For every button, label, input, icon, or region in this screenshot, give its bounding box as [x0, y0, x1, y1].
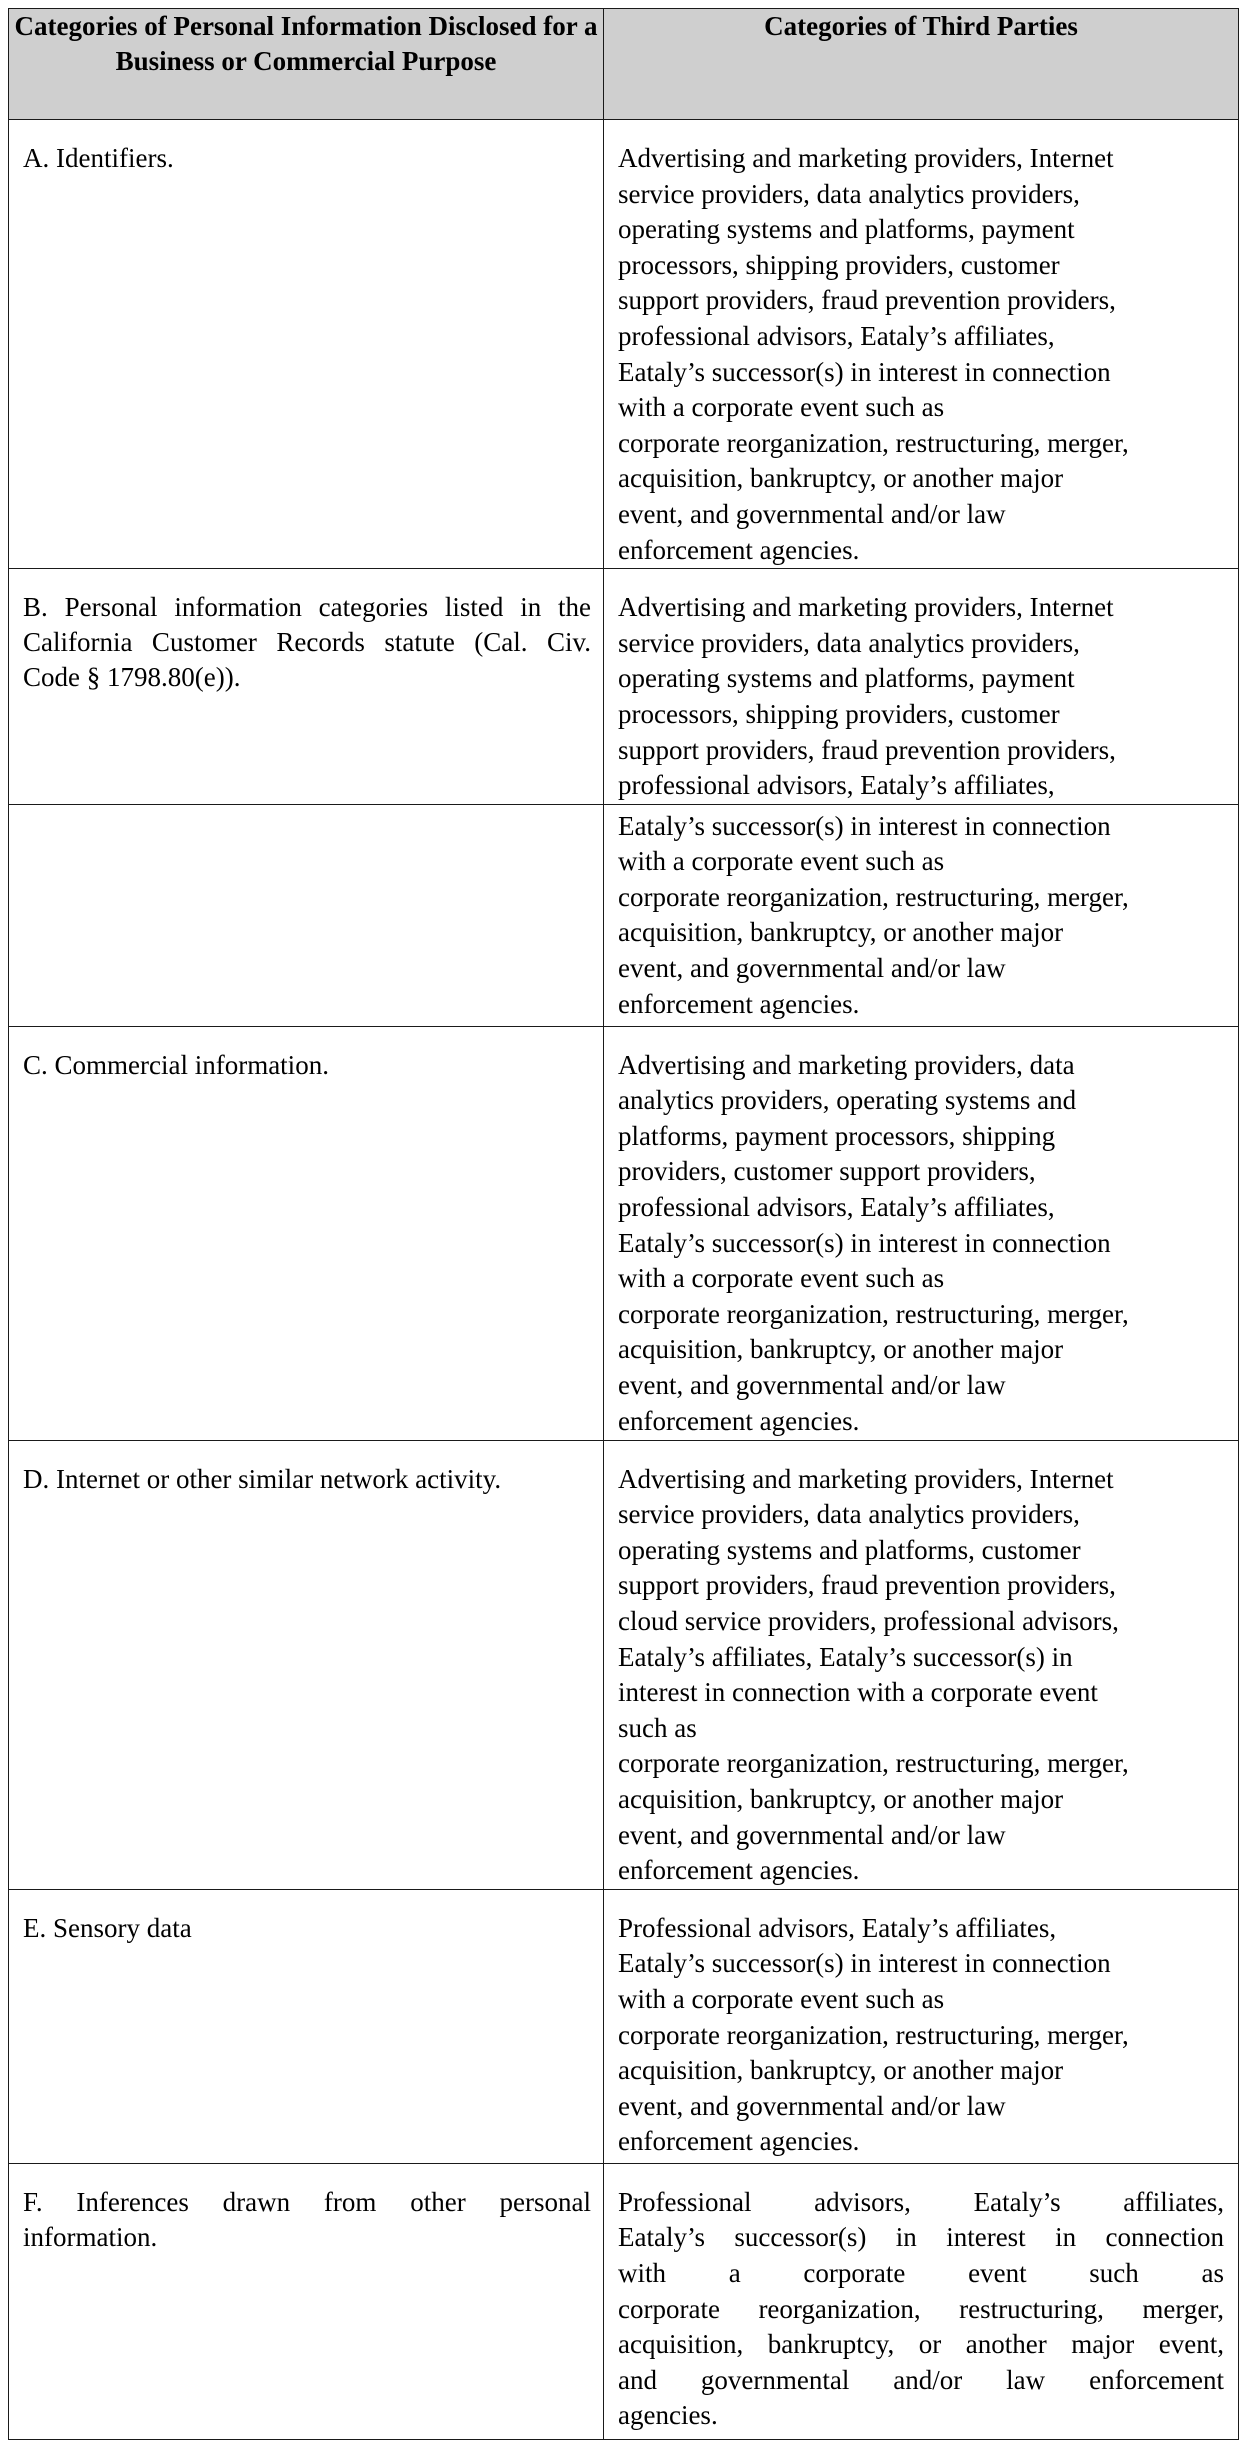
third-parties-line: acquisition, bankruptcy, or another major	[618, 463, 1064, 494]
table-row	[9, 804, 1239, 1026]
third-parties-line: support providers, fraud prevention providers,	[618, 1570, 1116, 1601]
third-parties-line: Eataly’s successor(s) in interest in connection	[618, 810, 1111, 841]
third-parties-cell	[604, 804, 1239, 1026]
third-parties-line: professional advisors, Eataly’s affiliates,	[618, 320, 1055, 351]
third-parties-line: enforcement agencies.	[618, 1855, 860, 1886]
third-parties-line: event, and governmental and/or law	[618, 2090, 1006, 2121]
third-parties-line: operating systems and platforms, payment	[618, 663, 1075, 694]
third-parties-line: corporate reorganization, restructuring, merger,	[618, 2019, 1129, 2050]
third-parties-line: agencies.	[618, 2400, 718, 2431]
third-parties-line: Advertising and marketing providers, Internet	[618, 143, 1114, 173]
third-parties-line: corporate reorganization, restructuring, merger,	[618, 2293, 1224, 2324]
table-row	[9, 2163, 1239, 2439]
third-parties-line: and governmental and/or law enforcement	[618, 2364, 1224, 2395]
third-parties-line: event, and governmental and/or law	[618, 498, 1006, 529]
third-parties-line: professional advisors, Eataly’s affiliates,	[618, 770, 1055, 801]
third-parties-line: service providers, data analytics providers,	[618, 627, 1080, 658]
third-parties-line: Professional advisors, Eataly’s affiliates,	[618, 1912, 1057, 1943]
third-parties-line: corporate reorganization, restructuring, merger,	[618, 881, 1129, 912]
third-parties-line: acquisition, bankruptcy, or another major	[618, 1334, 1064, 1365]
table-row	[9, 569, 1239, 805]
category-cell	[9, 804, 604, 1026]
table-row	[9, 1889, 1239, 2163]
third-parties-line: acquisition, bankruptcy, or another major	[618, 917, 1064, 948]
third-parties-line: Eataly’s successor(s) in interest in connection	[618, 2222, 1224, 2253]
third-parties-line: interest in connection with a corporate event	[618, 1677, 1098, 1708]
third-parties-line: acquisition, bankruptcy, or another major	[618, 1784, 1064, 1815]
third-parties-line: Professional advisors, Eataly’s affiliates,	[618, 2186, 1224, 2217]
third-parties-line: such as	[618, 1712, 697, 1743]
third-parties-line: enforcement agencies.	[618, 1405, 860, 1436]
third-parties-cell	[604, 1440, 1239, 1889]
category-cell: C. Commercial information.	[9, 1026, 604, 1440]
third-parties-line: Advertising and marketing providers, Internet	[618, 592, 1114, 623]
third-parties-line: Eataly’s affiliates, Eataly’s successor(s) in	[618, 1641, 1073, 1672]
third-parties-line: service providers, data analytics providers,	[618, 1499, 1080, 1530]
third-parties-line: platforms, payment processors, shipping	[618, 1120, 1056, 1151]
third-parties-line: enforcement agencies.	[618, 988, 860, 1019]
third-parties-cell	[604, 1889, 1239, 2163]
third-parties-line: enforcement agencies.	[618, 2126, 860, 2157]
third-parties-line: event, and governmental and/or law	[618, 1819, 1006, 1850]
third-parties-line: professional advisors, Eataly’s affiliates,	[618, 1192, 1055, 1223]
third-parties-cell	[604, 569, 1239, 805]
third-parties-line: cloud service providers, professional advisors,	[618, 1606, 1119, 1637]
third-parties-line: operating systems and platforms, payment	[618, 214, 1075, 245]
third-parties-line: acquisition, bankruptcy, or another major	[618, 2055, 1064, 2086]
third-parties-line: event, and governmental and/or law	[618, 1370, 1006, 1401]
table-row	[9, 120, 1239, 569]
third-parties-line: acquisition, bankruptcy, or another major event,	[618, 2329, 1224, 2360]
third-parties-line: with a corporate event such as	[618, 1984, 945, 2014]
third-parties-line: Advertising and marketing providers, Internet	[618, 1463, 1114, 1494]
category-cell: D. Internet or other similar network activity.	[9, 1440, 604, 1889]
third-parties-line: corporate reorganization, restructuring, merger,	[618, 1298, 1129, 1329]
third-parties-cell	[604, 1026, 1239, 1440]
third-parties-line: enforcement agencies.	[618, 534, 860, 565]
third-parties-line: with a corporate event such as	[618, 1263, 945, 1294]
third-parties-line: Advertising and marketing providers, data	[618, 1049, 1075, 1080]
third-parties-line: with a corporate event such as	[618, 2258, 1224, 2288]
third-parties-line: Eataly’s successor(s) in interest in connection	[618, 356, 1111, 387]
header-categories-of-personal-information: Categories of Personal Information Disclosed for a Business or Commercial Purpose	[9, 9, 604, 120]
table-row	[9, 1026, 1239, 1440]
third-parties-line: service providers, data analytics providers,	[618, 178, 1080, 209]
third-parties-line: Eataly’s successor(s) in interest in connection	[618, 1227, 1111, 1258]
third-parties-line: processors, shipping providers, customer	[618, 698, 1060, 729]
table-header-row	[9, 9, 1239, 120]
third-parties-cell	[604, 2163, 1239, 2439]
third-parties-line: providers, customer support providers,	[618, 1156, 1036, 1187]
third-parties-line: event, and governmental and/or law	[618, 953, 1006, 984]
third-parties-line: processors, shipping providers, customer	[618, 249, 1060, 280]
table-row	[9, 1440, 1239, 1889]
third-parties-cell	[604, 120, 1239, 569]
third-parties-line: corporate reorganization, restructuring, merger,	[618, 1748, 1129, 1779]
disclosure-table	[8, 8, 1239, 2440]
category-cell: F. Inferences drawn from other personal information.	[9, 2163, 604, 2439]
category-cell: A. Identifiers.	[9, 120, 604, 569]
third-parties-line: operating systems and platforms, customer	[618, 1534, 1081, 1565]
third-parties-line: support providers, fraud prevention providers,	[618, 734, 1116, 765]
third-parties-line: Eataly’s successor(s) in interest in connection	[618, 1948, 1111, 1979]
third-parties-line: support providers, fraud prevention providers,	[618, 285, 1116, 316]
third-parties-line: corporate reorganization, restructuring, merger,	[618, 427, 1129, 458]
third-parties-line: analytics providers, operating systems and	[618, 1085, 1077, 1116]
third-parties-line: with a corporate event such as	[618, 392, 945, 423]
third-parties-line: with a corporate event such as	[618, 846, 945, 877]
header-categories-of-third-parties: Categories of Third Parties	[604, 9, 1239, 120]
category-cell: B. Personal information categories listed in the California Customer Records statute (Cal. Civ. Code § 1798.80(e)).	[9, 569, 604, 805]
category-cell: E. Sensory data	[9, 1889, 604, 2163]
